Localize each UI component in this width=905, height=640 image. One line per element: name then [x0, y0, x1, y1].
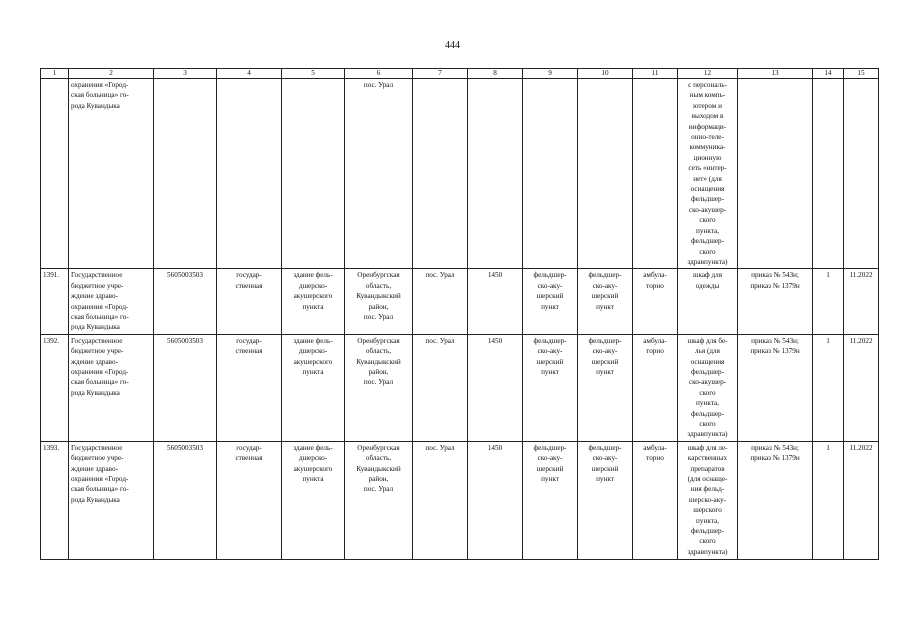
column-number: 9 [523, 69, 578, 79]
column-number: 2 [69, 69, 154, 79]
inn-cell: 5605003503 [154, 269, 217, 334]
date-cell [844, 79, 879, 269]
column-number-row [41, 69, 879, 79]
code-cell: 1450 [468, 334, 523, 441]
care-form-cell: амбула- торно [633, 269, 678, 334]
address-cell: Оренбургская область, Кувандыкский район, пос. Урал [345, 441, 413, 559]
order-cell: приказ № 543н; приказ № 1379н [738, 269, 813, 334]
row-number [41, 79, 69, 269]
inn-cell: 5605003503 [154, 334, 217, 441]
address-cell: пос. Урал [345, 79, 413, 269]
facility-type-cell [523, 79, 578, 269]
ownership-cell: государ- ственная [217, 441, 282, 559]
date-cell: 11.2022 [844, 441, 879, 559]
quantity-cell: 1 [813, 334, 844, 441]
equipment-cell: шкаф для ле- карственных препаратов (для оснаще- ния фельд- шерско-аку- шерского пункта, фельдшер- ского здравпункта) [678, 441, 738, 559]
organization-cell: Государственное бюджетное учре- ждение здраво- охранения «Город- ская больница» го- рода Кувандыка [69, 441, 154, 559]
care-form-cell: амбула- торно [633, 441, 678, 559]
equipment-table [40, 68, 879, 560]
facility-subtype-cell: фельдшер- ско-аку- шерский пункт [578, 334, 633, 441]
building-cell: здание фель- дшерско- акушерского пункта [282, 441, 345, 559]
table-row [41, 441, 879, 559]
column-number: 3 [154, 69, 217, 79]
column-number: 8 [468, 69, 523, 79]
facility-subtype-cell: фельдшер- ско-аку- шерский пункт [578, 441, 633, 559]
row-number: 1392. [41, 334, 69, 441]
quantity-cell: 1 [813, 441, 844, 559]
facility-subtype-cell: фельдшер- ско-аку- шерский пункт [578, 269, 633, 334]
ownership-cell [217, 79, 282, 269]
address-cell: Оренбургская область, Кувандыкский район, пос. Урал [345, 269, 413, 334]
care-form-cell: амбула- торно [633, 334, 678, 441]
table-row [41, 334, 879, 441]
organization-cell: Государственное бюджетное учре- ждение здраво- охранения «Город- ская больница» го- рода Кувандыка [69, 334, 154, 441]
settlement-cell: пос. Урал [413, 441, 468, 559]
order-cell: приказ № 543н; приказ № 1379н [738, 334, 813, 441]
quantity-cell: 1 [813, 269, 844, 334]
column-number: 13 [738, 69, 813, 79]
facility-type-cell: фельдшер- ско-аку- шерский пункт [523, 441, 578, 559]
equipment-cell: шкаф для одежды [678, 269, 738, 334]
table-row [41, 269, 879, 334]
quantity-cell [813, 79, 844, 269]
row-number: 1391. [41, 269, 69, 334]
address-cell: Оренбургская область, Кувандыкский район, пос. Урал [345, 334, 413, 441]
page-number: 444 [445, 40, 460, 51]
column-number: 7 [413, 69, 468, 79]
building-cell: здание фель- дшерско- акушерского пункта [282, 334, 345, 441]
column-number: 5 [282, 69, 345, 79]
care-form-cell [633, 79, 678, 269]
column-number: 15 [844, 69, 879, 79]
column-number: 10 [578, 69, 633, 79]
organization-cell: охранения «Город- ская больница» го- рода Кувандыка [69, 79, 154, 269]
date-cell: 11.2022 [844, 269, 879, 334]
code-cell: 1450 [468, 269, 523, 334]
facility-type-cell: фельдшер- ско-аку- шерский пункт [523, 269, 578, 334]
column-number: 14 [813, 69, 844, 79]
building-cell: здание фель- дшерско- акушерского пункта [282, 269, 345, 334]
column-number: 1 [41, 69, 69, 79]
equipment-cell: с персональ- ным компь- ютером и выходом в информаци- онно-теле- коммуника- ционную сеть «интер- нет» (для оснащения фельдшер- ско-акушер- ского пункта, фельдшер- ского здравпункта) [678, 79, 738, 269]
organization-cell: Государственное бюджетное учре- ждение здраво- охранения «Город- ская больница» го- рода Кувандыка [69, 269, 154, 334]
column-number: 11 [633, 69, 678, 79]
facility-subtype-cell [578, 79, 633, 269]
settlement-cell: пос. Урал [413, 334, 468, 441]
code-cell: 1450 [468, 441, 523, 559]
order-cell [738, 79, 813, 269]
column-number: 4 [217, 69, 282, 79]
ownership-cell: государ- ственная [217, 334, 282, 441]
date-cell: 11.2022 [844, 334, 879, 441]
facility-type-cell: фельдшер- ско-аку- шерский пункт [523, 334, 578, 441]
ownership-cell: государ- ственная [217, 269, 282, 334]
column-number: 12 [678, 69, 738, 79]
table-row [41, 79, 879, 269]
inn-cell [154, 79, 217, 269]
row-number: 1393. [41, 441, 69, 559]
order-cell: приказ № 543н; приказ № 1379н [738, 441, 813, 559]
column-number: 6 [345, 69, 413, 79]
building-cell [282, 79, 345, 269]
inn-cell: 5605003503 [154, 441, 217, 559]
settlement-cell: пос. Урал [413, 269, 468, 334]
code-cell [468, 79, 523, 269]
settlement-cell [413, 79, 468, 269]
equipment-cell: шкаф для бе- лья (для оснащения фельдшер- ско-акушер- ского пункта, фельдшер- ского здравпункта) [678, 334, 738, 441]
